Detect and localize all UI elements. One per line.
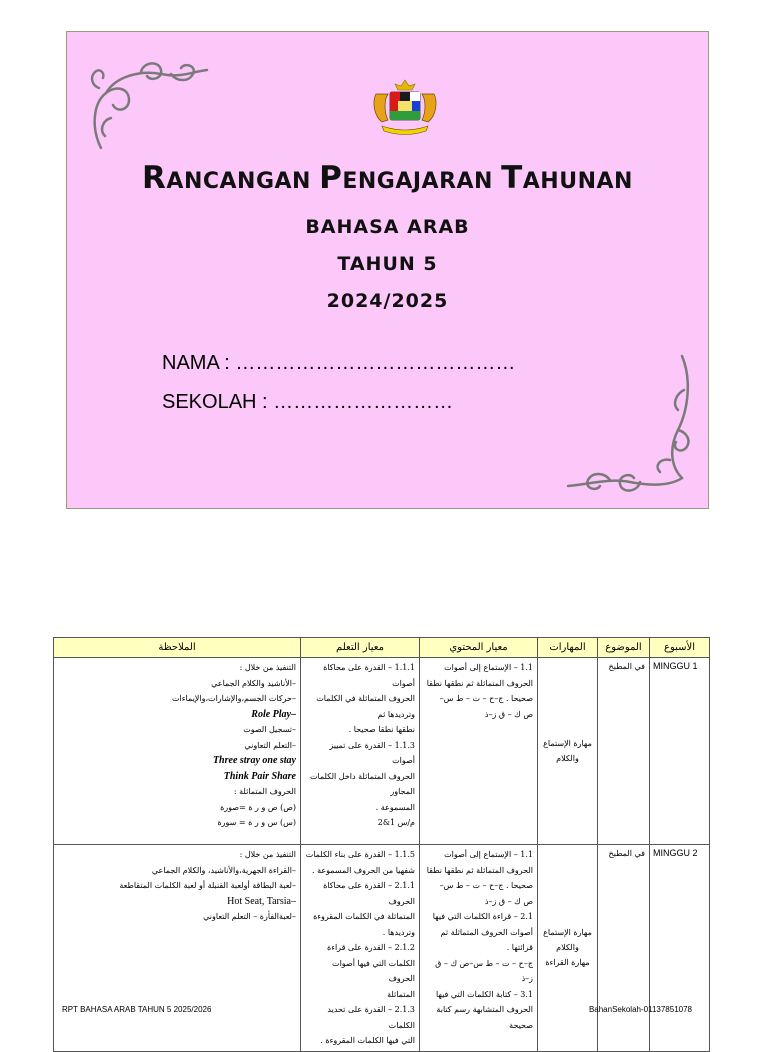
learning-line: نطقها نطقا صحيحا . xyxy=(348,725,415,734)
nama-field: NAMA : …………………………………… xyxy=(162,352,516,374)
table-row xyxy=(54,845,710,1052)
content-line: 2.1 – قراءة الكلمات التي فيها xyxy=(432,912,533,921)
learning-line: 1.1.5 – القدرة على بناء الكلمات xyxy=(305,850,415,859)
learning-line: الحروف المتماثلة في الكلمات وترديدها ثم xyxy=(316,694,415,719)
title-cap-3: T xyxy=(501,160,523,196)
note-line: –لعبةالفأرة – التعلم التعاوني xyxy=(203,912,296,921)
learning-line: الحروف المتماثلة داخل الكلمات المجاور xyxy=(309,771,415,796)
content-line: ص ك – ق ز–ذ xyxy=(484,896,533,906)
learning-standard-cell xyxy=(301,658,420,845)
title-rest-1: ANCANGAN xyxy=(166,169,320,194)
skills-cell xyxy=(538,845,598,1052)
learning-line: المسموعة . xyxy=(375,802,415,812)
header-topic: الموضوع xyxy=(598,638,650,658)
content-line: أصوات الحروف المتماثلة ثم قرائتها . xyxy=(440,927,533,952)
rpt-table xyxy=(53,637,710,1052)
flourish-ornament-bottom-right xyxy=(560,350,700,500)
notes-cell xyxy=(54,845,301,1052)
note-line: (ص) ص و ر ة =صورة xyxy=(220,802,296,812)
skill-line: والكلام xyxy=(556,754,579,763)
skills-cell xyxy=(538,658,598,845)
footer-document-title: RPT BAHASA ARAB TAHUN 5 2025/2026 xyxy=(62,1005,212,1014)
learning-line: 1.1.1 – القدرة على محاكاة أصوات xyxy=(323,663,415,688)
content-line: الحروف المتماثلة ثم نطقها نطقا xyxy=(426,865,533,875)
cover-page xyxy=(66,31,709,509)
topic-cell: في المطبخ xyxy=(598,845,650,1052)
note-line: –لعبة البطاقة أولعبة القنبلة أو لعبة الكلمات المتقاطعة xyxy=(119,881,296,890)
title-rest-2: ENGAJARAN xyxy=(342,169,502,194)
flourish-ornament-top-left xyxy=(81,58,211,158)
table-header-row xyxy=(54,638,710,658)
week-cell: MINGGU 1 xyxy=(650,658,710,845)
learning-standard-cell xyxy=(301,845,420,1052)
note-line: –حركات الجسم،والإشارات،والإيماءات xyxy=(172,694,296,703)
content-line: ص ك – ق ز–ذ xyxy=(484,709,533,719)
table-row xyxy=(54,658,710,845)
learning-line: شفهيا من الحروف المسموعة . xyxy=(311,865,415,875)
learning-line: المتماثلة xyxy=(387,989,415,999)
note-line: –الأناشيد والكلام الجماعي xyxy=(211,678,296,688)
malaysia-coat-of-arms-crest xyxy=(368,76,442,138)
header-skills: المهارات xyxy=(538,638,598,658)
content-line: الحروف المتشابهة رسم كتابة صحيحة xyxy=(436,1005,533,1030)
notes-cell xyxy=(54,658,301,845)
learning-line: م/س 1&2 xyxy=(377,818,415,827)
learning-line: 2.1.2 – القدرة على قراءة xyxy=(327,943,415,952)
topic-cell: في المطبخ xyxy=(598,658,650,845)
learning-line: 2.1.1 – القدرة على محاكاة الحروف xyxy=(323,881,415,906)
note-line: –التعلم التعاوني xyxy=(244,740,296,750)
content-line: 1.1 – الإستماع إلى أصوات xyxy=(444,663,533,672)
year-heading: TAHUN 5 xyxy=(337,253,438,275)
page-title xyxy=(67,160,708,196)
header-week: الأسبوع xyxy=(650,638,710,658)
sekolah-field: SEKOLAH : ……………………… xyxy=(162,391,454,413)
header-notes: الملاحظة xyxy=(54,638,301,658)
title-cap-2: P xyxy=(319,160,343,196)
content-standard-cell xyxy=(420,845,538,1052)
title-rest-3: AHUNAN xyxy=(522,169,633,194)
skill-line: مهارة الإستماع xyxy=(543,739,592,748)
note-line: (س) س و ر ة = سورة xyxy=(217,818,296,827)
content-line: 1.1 – الإستماع إلى أصوات xyxy=(444,850,533,859)
header-learning-standard: معيار التعلم xyxy=(301,638,420,658)
note-line: –تسجيل الصوت xyxy=(243,725,296,734)
content-line: صحيحا . ج–ح – ت – ط س– xyxy=(439,881,533,890)
learning-line: 2.1.3 – القدرة على تحديد الكلمات xyxy=(327,1005,415,1030)
note-line: –Role Play xyxy=(251,708,296,720)
skill-line: والكلام xyxy=(556,943,579,953)
learning-line: الكلمات التي فيها أصوات الحروف xyxy=(332,958,415,983)
learning-line: التي فيها الكلمات المقروءة . xyxy=(320,1036,415,1045)
content-line: ج–ح – ت – ط س–ص ك – ق xyxy=(435,958,533,968)
note-line: الحروف المتماثلة : xyxy=(233,787,296,796)
content-line: ز–ذ xyxy=(521,974,533,983)
content-standard-cell xyxy=(420,658,538,845)
learning-line: المتماثلة في الكلمات المقروءة وترديدها . xyxy=(313,912,415,937)
header-content-standard: معيار المحتوي xyxy=(420,638,538,658)
week-cell: MINGGU 2 xyxy=(650,845,710,1052)
skill-line: مهارة الإستماع xyxy=(543,928,592,938)
note-line: Three stray one stay xyxy=(212,755,296,766)
note-line: –القراءة الجهرية،والأناشيد، والكلام الجماعي xyxy=(151,865,296,875)
content-line: صحيحا . ج–ح – ت – ط س– xyxy=(439,694,533,703)
footer-source: BahanSekolah-01137851078 xyxy=(588,1005,692,1014)
note-line: –Hot Seat, Tarsia xyxy=(227,895,296,907)
note-line: التنفيذ من خلال : xyxy=(239,663,296,672)
learning-line: 1.1.3 – القدرة على تمييز أصوات xyxy=(329,740,415,765)
skill-line: مهارة القراءة xyxy=(545,958,590,968)
content-line: الحروف المتماثلة ثم نطقها نطقا xyxy=(426,678,533,688)
title-cap-1: R xyxy=(142,160,167,196)
note-line: Think Pair Share xyxy=(223,770,296,782)
subject-heading: BAHASA ARAB xyxy=(305,216,470,238)
session-heading: 2024/2025 xyxy=(326,290,449,312)
content-line: 3.1 – كتابة الكلمات التي فيها xyxy=(435,989,533,999)
note-line: التنفيذ من خلال : xyxy=(239,850,296,859)
